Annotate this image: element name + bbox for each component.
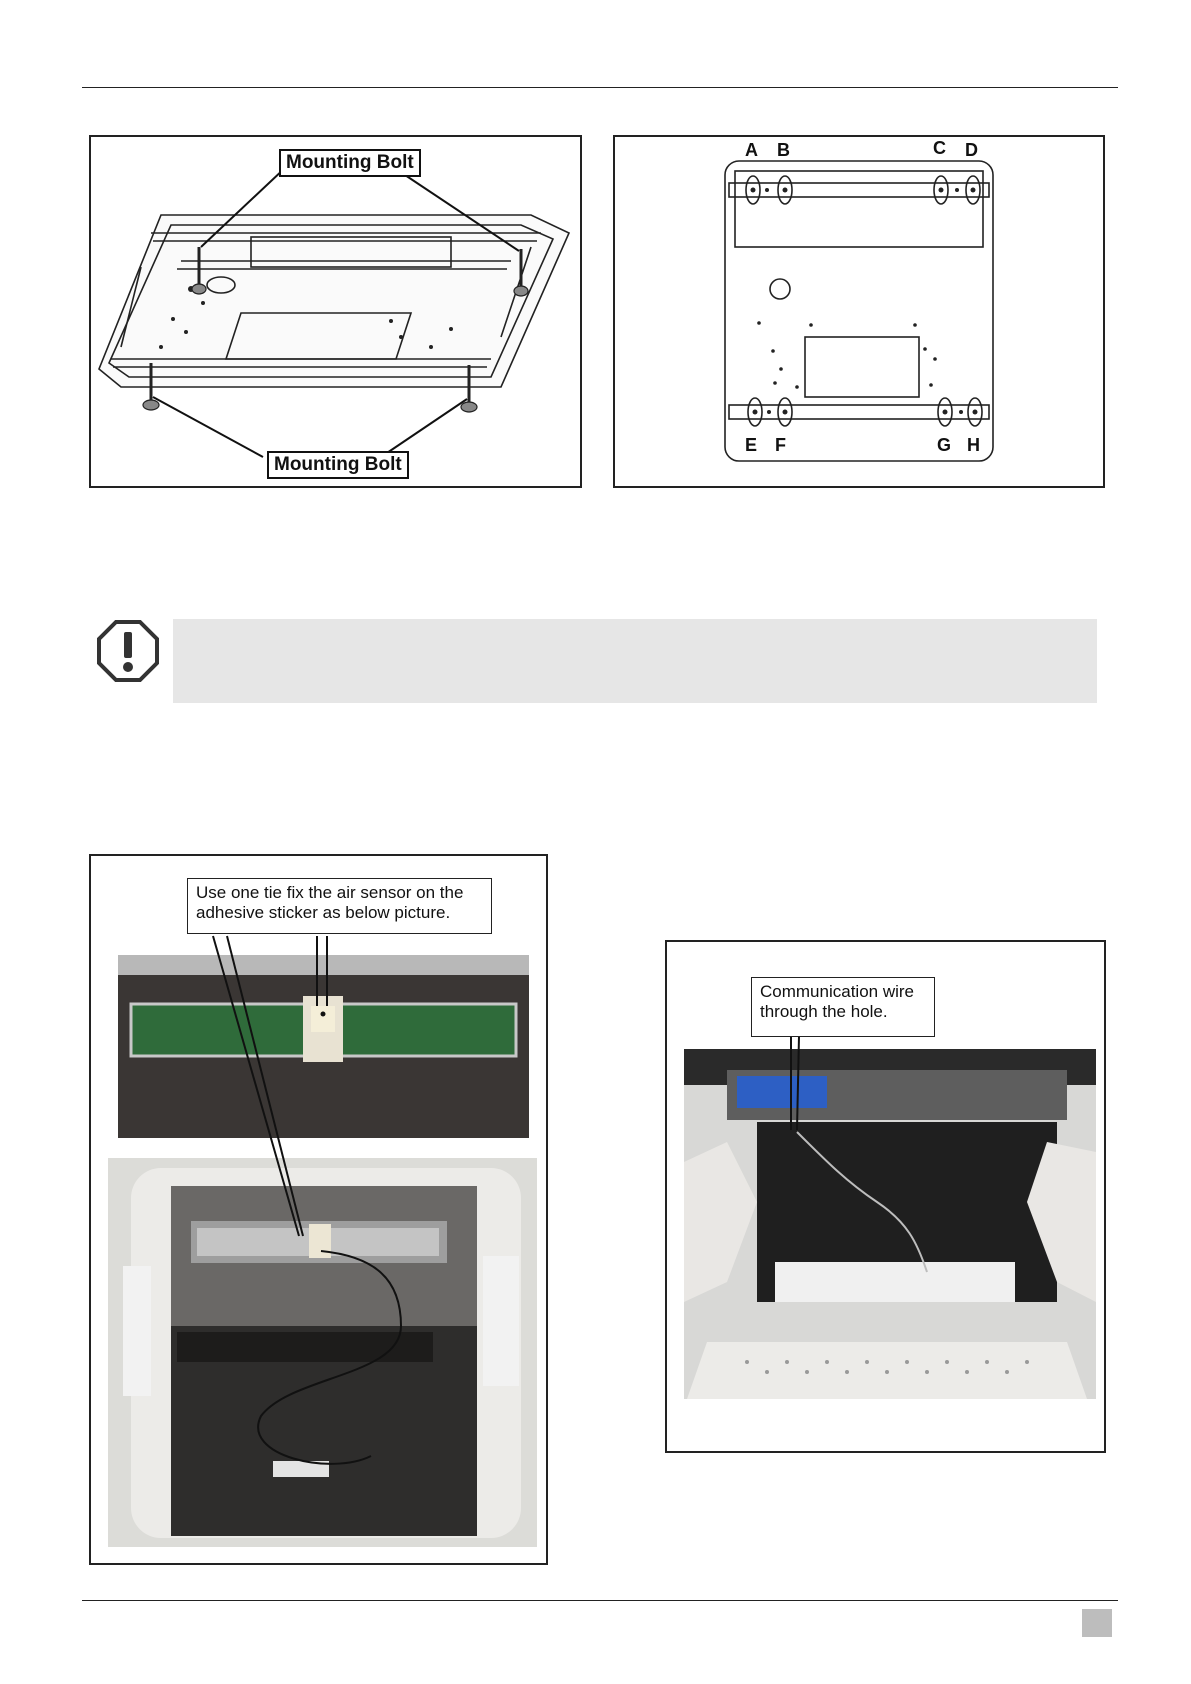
- bolt-letter-c: C: [933, 138, 946, 158]
- notice-box: [173, 619, 1097, 703]
- air-sensor-photos: [91, 856, 546, 1563]
- unit-top-view-drawing: [615, 137, 1103, 486]
- bolt-letter-h: H: [967, 435, 980, 455]
- bolt-letter-a: A: [745, 140, 758, 160]
- page-number-box: [1082, 1609, 1112, 1637]
- unit-underside-drawing: [91, 137, 580, 486]
- bolt-letter-f: F: [775, 435, 786, 455]
- mounting-bolt-label-top: Mounting Bolt: [279, 149, 421, 177]
- warning-octagon-icon: [96, 619, 160, 683]
- bolt-letter-g: G: [937, 435, 952, 455]
- air-sensor-figure: [89, 854, 548, 1565]
- bolt-letter-d: D: [965, 140, 978, 160]
- bolt-position-diagram: [613, 135, 1105, 488]
- communication-wire-callout: Communication wire through the hole.: [751, 977, 935, 1037]
- bolt-letter-b: B: [777, 140, 790, 160]
- footer-rule: [82, 1600, 1118, 1601]
- header-rule: [82, 87, 1118, 88]
- mounting-bolt-diagram: [89, 135, 582, 488]
- mounting-bolt-label-bottom: Mounting Bolt: [267, 451, 409, 479]
- communication-wire-figure: [665, 940, 1106, 1453]
- bolt-letter-e: E: [745, 435, 758, 455]
- air-sensor-callout: Use one tie fix the air sensor on the adhesive sticker as below picture.: [187, 878, 492, 934]
